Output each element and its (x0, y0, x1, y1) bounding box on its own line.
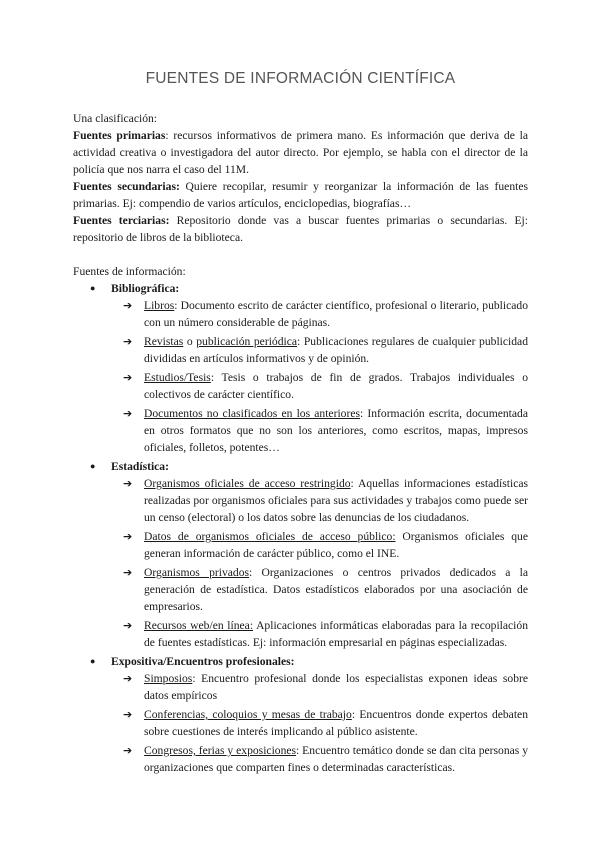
definition: recursos informativos de primera mano. Es información que deriva de la actividad creativa o investigadora del autor directo. Por ejemplo, se habla con el director de la policía que nos narra el caso del 11M. (73, 129, 528, 176)
item-term: Organismos privados (144, 566, 250, 579)
item-term: Organismos oficiales de acceso restringido (144, 477, 351, 490)
term: Fuentes terciarias: (73, 214, 170, 227)
list-item: ➔ Revistas o publicación periódica: Publicaciones regulares de cualquier publicidad divididas en artículos informativos y de opinión. (123, 335, 528, 365)
arrow-right-icon: ➔ (123, 299, 133, 312)
arrow-right-icon: ➔ (123, 744, 133, 757)
subitems-list (111, 670, 528, 776)
list-item: ➔ Libros: Documento escrito de carácter científico, profesional o literario, publicado con un número considerable de páginas. (123, 299, 528, 329)
subitems-list (111, 475, 528, 651)
item-term: Simposios (144, 672, 193, 685)
category-expositiva (73, 653, 528, 776)
arrow-right-icon: ➔ (123, 407, 133, 420)
bullet-icon: ● (90, 656, 96, 666)
item-term: Datos de organismos oficiales de acceso público: (144, 530, 396, 543)
category-name: Estadística: (111, 460, 169, 473)
item-term: Estudios/Tesis (144, 371, 211, 384)
arrow-right-icon: ➔ (123, 708, 133, 721)
category-estadistica (73, 458, 528, 651)
subitems-list (111, 297, 528, 456)
sources-heading: Fuentes de información: (73, 265, 186, 278)
list-item: ➔ Estudios/Tesis: Tesis o trabajos de fin de grados. Trabajos individuales o colectivos de carácter científico. (123, 371, 528, 401)
arrow-right-icon: ➔ (123, 335, 133, 348)
list-item: ➔ Conferencias, coloquios y mesas de trabajo: Encuentros donde expertos debaten sobre cuestiones de interés implicando al público asistente. (123, 708, 528, 738)
list-item: ➔ Organismos privados: Organizaciones o centros privados dedicados a la generación de estadística. Datos estadísticos elaborados por una asociación de empresarios. (123, 566, 528, 613)
definition: Repositorio donde vas a buscar fuentes primarias o secundarias. Ej: repositorio de libros de la biblioteca. (73, 214, 528, 244)
category-name: Expositiva/Encuentros profesionales: (111, 655, 295, 668)
categories-list (73, 280, 528, 776)
arrow-right-icon: ➔ (123, 566, 133, 579)
arrow-right-icon: ➔ (123, 672, 133, 685)
item-term: Conferencias, coloquios y mesas de trabajo (144, 708, 352, 721)
list-item: ➔ Recursos web/en línea: Aplicaciones informáticas elaboradas para la recopilación de fuentes estadísticas. Ej: información empresarial en páginas especializadas. (123, 619, 528, 649)
bullet-icon: ● (90, 461, 96, 471)
term: Fuentes secundarias: (73, 180, 180, 193)
list-item: ➔ Congresos, ferias y exposiciones: Encuentro temático donde se dan cita personas y organizaciones que comparten fines o determinadas características. (123, 744, 529, 774)
page-title: FUENTES DE INFORMACIÓN CIENTÍFICA (145, 70, 456, 87)
classification-secondary (73, 178, 528, 212)
arrow-right-icon: ➔ (123, 530, 133, 543)
definition: Quiere recopilar, resumir y reorganizar la información de las fuentes primarias. Ej: compendio de varios artículos, enciclopedias, biografías… (73, 180, 528, 210)
document-page (73, 68, 528, 778)
arrow-right-icon: ➔ (123, 619, 133, 632)
list-item: ➔ Datos de organismos oficiales de acceso público: Organismos oficiales que generan información de carácter público, como el INE. (123, 530, 529, 560)
classification-primary: Fuentes primarias: recursos informativos de primera mano. Es información que deriva de la actividad creativa o investigadora del autor directo. Por ejemplo, se habla con el director de la policía que nos narra el caso del 11M. (73, 129, 528, 176)
item-term: Recursos web/en línea: (144, 619, 254, 632)
item-term: Congresos, ferias y exposiciones (144, 744, 297, 757)
classification-tertiary (73, 212, 528, 246)
term: Fuentes primarias (73, 129, 166, 142)
list-item: ➔ Organismos oficiales de acceso restringido: Aquellas informaciones estadísticas realizadas por organismos oficiales para sus actividades y trabajos como puede ser un censo (electoral) o los datos sobre las denuncias de los ciudadanos. (123, 477, 528, 524)
item-term: Libros (144, 299, 175, 312)
item-term: Revistas (144, 335, 184, 348)
intro-line: Una clasificación: (73, 112, 158, 125)
arrow-right-icon: ➔ (123, 371, 133, 384)
category-name: Bibliográfica: (111, 282, 180, 295)
bullet-icon: ● (90, 283, 96, 293)
list-item: ➔ Simposios: Encuentro profesional donde los especialistas exponen ideas sobre datos empíricos (123, 672, 528, 702)
item-term: Documentos no clasificados en los anteriores (144, 407, 360, 420)
arrow-right-icon: ➔ (123, 477, 133, 490)
category-bibliografica (73, 280, 528, 456)
list-item: ➔ Documentos no clasificados en los anteriores: Información escrita, documentada en otros formatos que no son los anteriores, como escritos, mapas, impresos oficiales, folletos, potentes… (123, 407, 528, 454)
item-term: publicación periódica (196, 335, 298, 348)
